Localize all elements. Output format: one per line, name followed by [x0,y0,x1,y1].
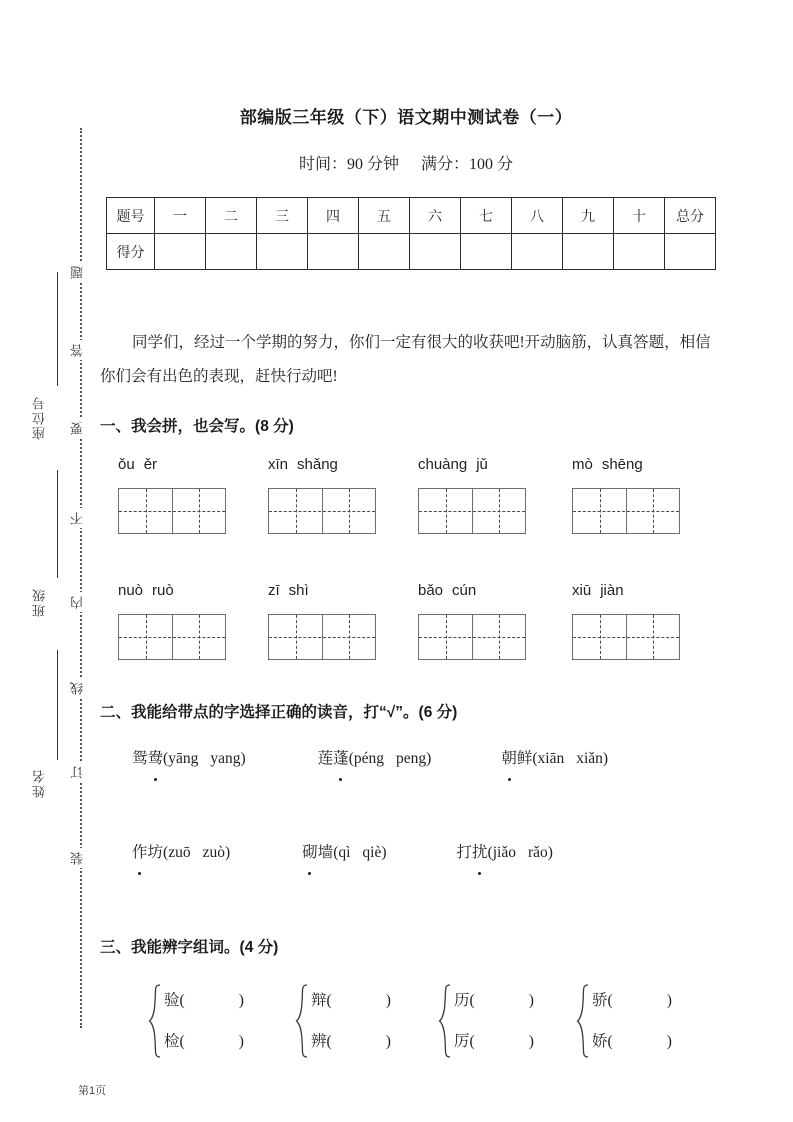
score-cell-2[interactable] [257,234,308,270]
word-pair-top-2[interactable]: 历( ) [454,992,534,1009]
seal-vertical-char-2: 要 [71,418,91,438]
brace-icon-1 [295,982,309,1060]
pinyin-group-1 [268,452,398,534]
question-col-2: 三 [257,198,308,234]
exam-page [100,0,793,1122]
score-cell-6[interactable] [461,234,512,270]
dotted-char-3: 作 [132,834,148,872]
pinyin-row-2 [100,578,725,674]
section-3-points: (4 分) [239,939,279,956]
question-col-total: 总分 [665,198,716,234]
pron-item-2[interactable]: 朝鲜(xiān xiǎn) [501,750,608,767]
seal-vertical-char-7: 装 [71,848,91,868]
pron-item-1[interactable]: 莲蓬(péng peng) [318,750,432,767]
seal-vertical-char-3: 不 [71,508,91,528]
section-3-title: 我能辨字组词。 [131,939,240,956]
section-2-number: 二、 [100,704,132,721]
word-pair-bottom-3[interactable]: 娇( ) [592,1033,672,1050]
pinyin-group-7 [572,578,702,660]
section-1-points: (8 分) [255,418,294,435]
question-col-6: 七 [461,198,512,234]
question-col-5: 六 [410,198,461,234]
writing-grid-1[interactable] [268,488,376,534]
pron-item-0[interactable]: 鸳鸯(yāng yang) [132,750,246,767]
word-pair-bottom-2[interactable]: 厉( ) [454,1033,534,1050]
page-footer: 第1页 [78,1085,107,1097]
pinyin-text-2: chuàng jǔ [418,456,488,473]
class-rule [57,470,58,578]
pronunciation-line-2 [100,834,725,872]
row-header-question: 题号 [107,198,155,234]
pinyin-text-1: xīn shǎng [268,456,338,473]
section-heading-1 [100,414,294,436]
pinyin-group-3 [572,452,702,534]
brace-icon-3 [576,982,590,1060]
section-2-points: (6 分) [418,704,458,721]
section-1-title: 我会拼，也会写。 [131,418,256,435]
question-col-0: 一 [155,198,206,234]
pinyin-row-1 [100,452,725,548]
intro-paragraph: 同学们，经过一个学期的努力，你们一定有很大的收获吧!开动脑筋，认真答题，相信你们会有出色的表现，赶快行动吧! [100,334,711,385]
page-title: 部编版三年级（下）语文期中测试卷（一） [239,108,573,127]
score-cell-0[interactable] [155,234,206,270]
pinyin-text-0: ǒu ěr [118,456,158,473]
pinyin-group-2 [418,452,548,534]
table-row-question-numbers [107,198,716,234]
pinyin-group-4 [118,578,248,660]
word-pair-top-1[interactable]: 辩( ) [311,992,391,1009]
dotted-char-0: 鸯 [148,740,164,778]
word-pair-top-0[interactable]: 验( ) [164,992,244,1009]
seal-vertical-char-5: 线 [71,678,91,698]
exam-meta [100,151,712,174]
row-header-score: 得分 [107,234,155,270]
score-table [106,197,716,270]
score-cell-5[interactable] [410,234,461,270]
seat-number-field[interactable]: 座位号 [32,395,47,440]
section-1-number: 一、 [100,418,132,435]
writing-grid-3[interactable] [572,488,680,534]
time-limit-label: 时间：90 分钟 [298,156,399,173]
dotted-char-5: 扰 [472,834,488,872]
score-cell-7[interactable] [512,234,563,270]
pinyin-text-7: xiū jiàn [572,582,624,599]
score-cell-total[interactable] [665,234,716,270]
seal-vertical-char-6: 订 [71,762,91,782]
pronunciation-line-1 [100,740,725,778]
word-pair-lines-3 [592,980,672,1062]
seal-vertical-char-1: 答 [71,340,91,360]
pinyin-group-0 [118,452,248,534]
brace-icon-2 [438,982,452,1060]
pinyin-text-3: mò shēng [572,456,643,473]
word-pair-top-3[interactable]: 骄( ) [592,992,672,1009]
pron-item-4[interactable]: 砌墙(qì qiè) [302,844,386,861]
pinyin-text-4: nuò ruò [118,582,174,599]
score-cell-3[interactable] [308,234,359,270]
word-pair-bottom-0[interactable]: 检( ) [164,1033,244,1050]
dotted-char-2: 朝 [501,740,517,778]
score-cell-8[interactable] [563,234,614,270]
class-field[interactable]: 班级 [32,587,47,617]
question-col-9: 十 [614,198,665,234]
word-pair-lines-0 [164,980,244,1062]
pinyin-text-5: zī shì [268,582,309,599]
word-pair-lines-1 [311,980,391,1062]
seal-vertical-char-4: 内 [71,592,91,612]
score-cell-1[interactable] [206,234,257,270]
seat-number-rule [57,272,58,386]
seal-vertical-char-0: 题 [71,262,91,282]
writing-grid-6[interactable] [418,614,526,660]
brace-icon-0 [148,982,162,1060]
question-col-8: 九 [563,198,614,234]
writing-grid-0[interactable] [118,488,226,534]
pinyin-group-5 [268,578,398,660]
name-field[interactable]: 姓名 [32,768,47,798]
question-col-7: 八 [512,198,563,234]
total-points-label: 满分：100 分 [421,156,514,173]
pinyin-text-6: bǎo cún [418,582,477,599]
writing-grid-5[interactable] [268,614,376,660]
pron-item-3[interactable]: 作坊(zuō zuò) [132,844,230,861]
writing-grid-2[interactable] [418,488,526,534]
table-row-scores [107,234,716,270]
section-heading-2 [100,700,457,722]
score-cell-4[interactable] [359,234,410,270]
score-cell-9[interactable] [614,234,665,270]
name-rule [57,650,58,760]
section-heading-3 [100,935,278,957]
pron-item-5[interactable]: 打扰(jiǎo rǎo) [457,844,553,861]
section-2-title: 我能给带点的字选择正确的读音，打“√”。 [131,704,419,721]
writing-grid-4[interactable] [118,614,226,660]
word-pair-bottom-1[interactable]: 辨( ) [311,1033,391,1050]
pinyin-group-6 [418,578,548,660]
word-forming-row [100,980,725,1062]
question-col-4: 五 [359,198,410,234]
sealing-strip [0,0,100,1122]
dotted-char-4: 砌 [302,834,318,872]
question-col-1: 二 [206,198,257,234]
question-col-3: 四 [308,198,359,234]
dotted-char-1: 蓬 [333,740,349,778]
word-pair-lines-2 [454,980,534,1062]
writing-grid-7[interactable] [572,614,680,660]
section-3-number: 三、 [100,939,132,956]
